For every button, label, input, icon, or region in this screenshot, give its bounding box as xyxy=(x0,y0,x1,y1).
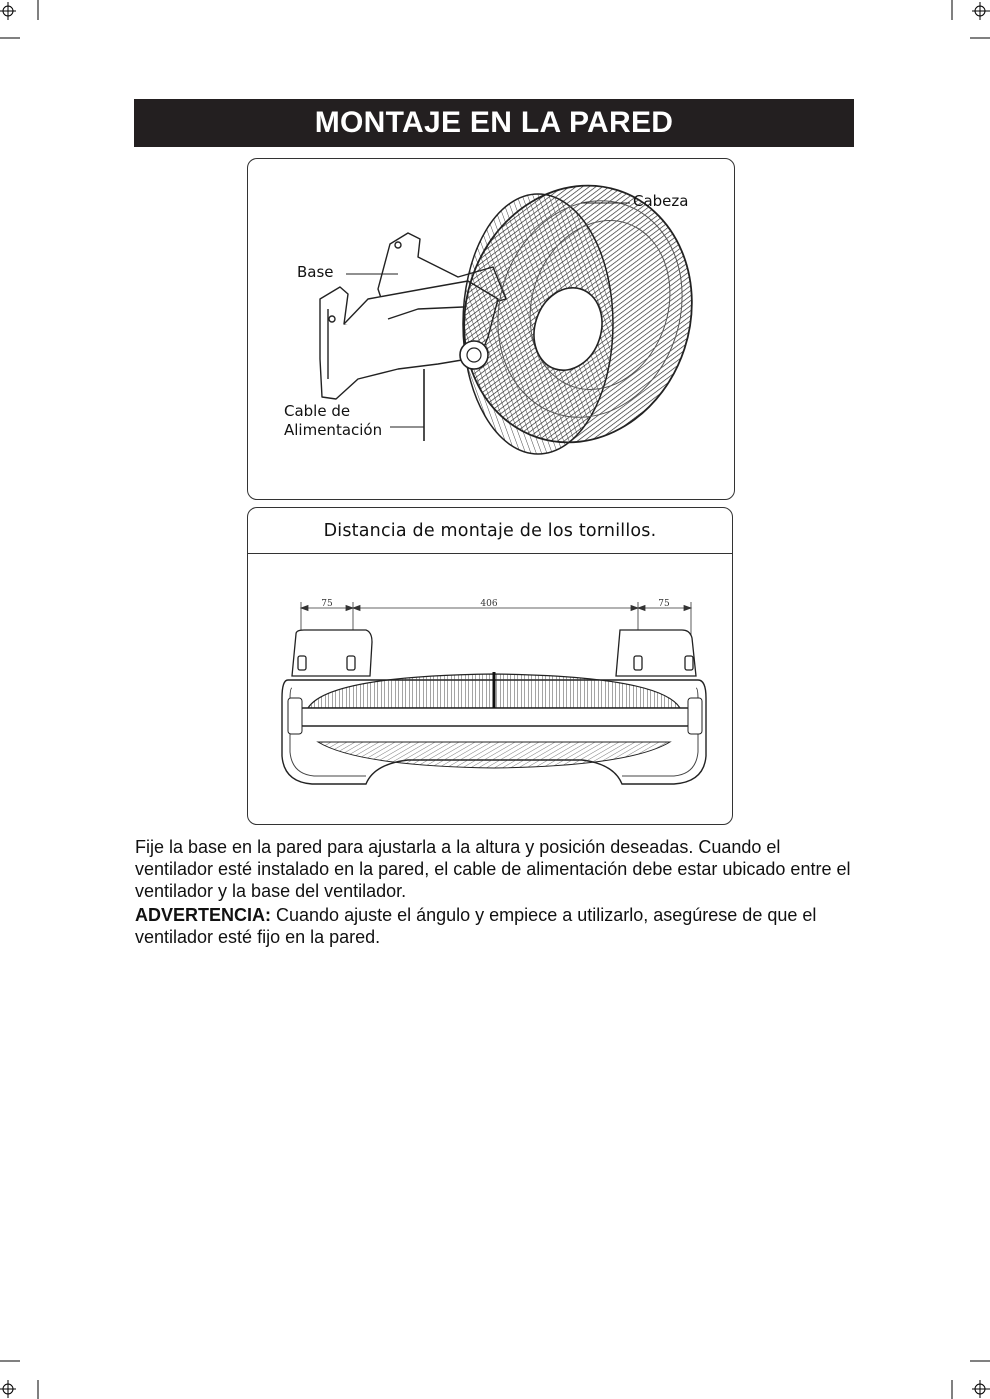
warning-paragraph xyxy=(135,904,855,948)
cable-label-line2: Alimentación xyxy=(284,421,383,439)
cable-label-line1: Cable de xyxy=(284,402,351,420)
wall-fan-side-illustration xyxy=(248,159,734,499)
screw-distance-panel xyxy=(247,507,733,825)
head-label: Cabeza xyxy=(633,192,689,210)
instructions-text xyxy=(135,836,855,950)
fan-top-view-illustration xyxy=(248,508,732,824)
dimension-center-406: 406 xyxy=(480,599,498,609)
page-title: MONTAJE EN LA PARED xyxy=(134,99,854,147)
dimension-left-75: 75 xyxy=(321,599,333,609)
dimension-right-75: 75 xyxy=(658,599,670,609)
fan-illustration-panel xyxy=(247,158,735,500)
warning-text: Cuando ajuste el ángulo y empiece a utilizarlo, asegúrese de que el ventilador esté fijo en la pared. xyxy=(135,905,817,947)
warning-label: ADVERTENCIA: xyxy=(135,905,272,925)
base-label: Base xyxy=(297,263,334,281)
screw-distance-title: Distancia de montaje de los tornillos. xyxy=(248,508,732,554)
instructions-paragraph: Fije la base en la pared para ajustarla a la altura y posición deseadas. Cuando el ventilador esté instalado en la pared, el cable de alimentación debe estar ubicado entre el ventilador y la base del ventilador. xyxy=(135,837,851,901)
